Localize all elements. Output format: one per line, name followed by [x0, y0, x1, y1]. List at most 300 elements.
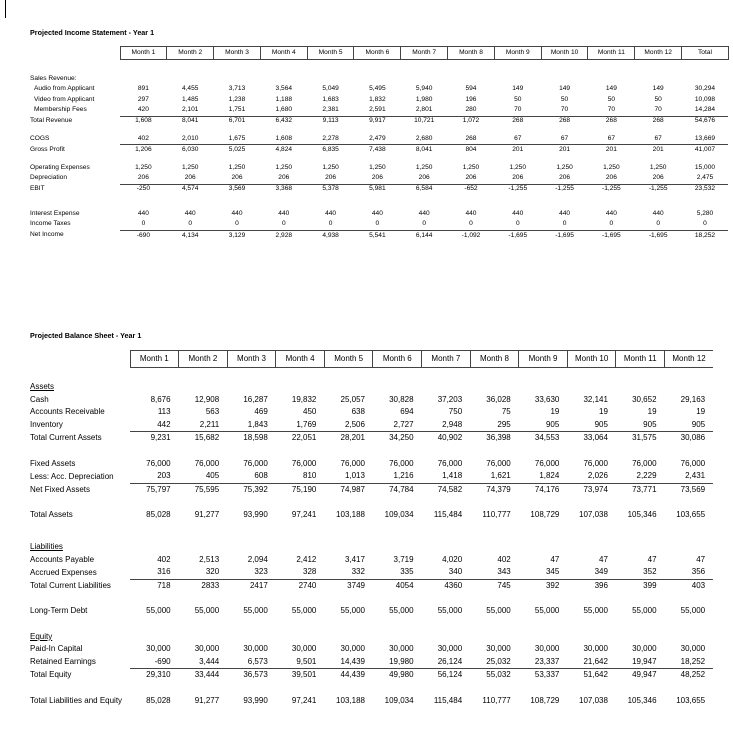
cell-value: 55,000: [194, 606, 220, 616]
cell-value: 2740: [276, 579, 325, 592]
spacer-row: [30, 368, 713, 375]
cell-value: 2,928: [260, 230, 307, 241]
cell-value: 1,843: [247, 419, 268, 429]
cell-value: 8,676: [150, 394, 171, 404]
cell-value: 74,987: [324, 483, 373, 496]
column-header: Month 1: [120, 47, 167, 60]
cell-value: 440: [559, 209, 571, 217]
cell-value: 9,501: [296, 656, 317, 666]
cell-value: 2,278: [322, 134, 339, 142]
column-header: Total: [682, 47, 729, 60]
cell-value: 2,513: [199, 554, 220, 564]
cell-value: 41,007: [682, 145, 729, 156]
row-label: Retained Earnings: [30, 657, 96, 666]
cell-value: 19: [696, 407, 706, 417]
cell-value: [541, 74, 588, 84]
spacer-cell: [30, 67, 728, 74]
table-row: [30, 605, 713, 618]
cell-value: [567, 631, 616, 644]
cell-value: [227, 381, 276, 394]
table-row: [30, 230, 728, 241]
cell-value: 2,094: [247, 554, 268, 564]
cell-value: 750: [448, 407, 463, 417]
cell-value: 33,630: [534, 394, 560, 404]
row-label: Video from Applicant: [34, 95, 95, 103]
cell-value: 1,824: [539, 471, 560, 481]
cell-value: 49,947: [616, 669, 665, 682]
cell-value: 1,250: [181, 163, 199, 171]
cell-value: 718: [130, 579, 179, 592]
cell-value: 15,000: [694, 163, 716, 171]
cell-value: [519, 541, 568, 554]
cell-value: [470, 541, 519, 554]
column-header: Month 10: [567, 351, 616, 368]
cell-value: -652: [448, 184, 495, 195]
cell-value: 76,000: [243, 458, 268, 468]
table-row: [30, 105, 728, 116]
cell-value: 594: [465, 85, 477, 93]
table-row: [30, 145, 728, 156]
spacer-cell: [30, 127, 728, 134]
cell-value: 804: [448, 145, 495, 156]
cell-value: 268: [465, 134, 477, 142]
row-label: Total Assets: [30, 510, 73, 520]
table-row: [30, 432, 713, 445]
cell-value: 2,010: [181, 134, 199, 142]
cell-value: 1,250: [415, 163, 433, 171]
cell-value: 149: [652, 85, 664, 93]
cell-value: 905: [545, 419, 560, 429]
column-header: Month 11: [588, 47, 635, 60]
cell-value: 206: [605, 174, 617, 182]
cell-value: 103,188: [336, 510, 365, 520]
cell-value: 2,026: [587, 471, 608, 481]
column-header: Month 5: [324, 351, 373, 368]
cell-value: 55,000: [146, 606, 171, 616]
cell-value: 399: [616, 579, 665, 592]
cell-value: 1,216: [393, 471, 414, 481]
cell-value: 76,000: [291, 458, 317, 468]
table-row: [30, 458, 713, 471]
cell-value: 2,506: [344, 419, 365, 429]
cell-value: 6,432: [260, 116, 307, 127]
income-statement-table: [30, 46, 729, 241]
cell-value: 25,057: [340, 394, 365, 404]
cell-value: 76,000: [194, 458, 220, 468]
cell-value: 75,392: [227, 483, 276, 496]
cell-value: 105,346: [627, 510, 657, 520]
cell-value: 5,025: [214, 145, 261, 156]
cell-value: 23,337: [534, 656, 560, 666]
cell-value: [567, 541, 616, 554]
cell-value: [519, 381, 568, 394]
cell-value: 29,310: [130, 669, 179, 682]
cell-value: 93,990: [243, 510, 268, 520]
cell-value: 440: [652, 209, 664, 217]
cell-value: 30,294: [694, 85, 716, 93]
cell-value: 37,203: [437, 394, 463, 404]
cell-value: 30,086: [665, 432, 714, 445]
cell-value: 15,682: [179, 432, 228, 445]
cell-value: [682, 74, 729, 84]
cell-value: 39,501: [276, 669, 325, 682]
row-label: Less: Acc. Depreciation: [30, 471, 114, 481]
cell-value: 0: [609, 220, 614, 228]
cell-value: 74,784: [373, 483, 422, 496]
column-header: Month 9: [519, 351, 568, 368]
cell-value: 206: [465, 174, 477, 182]
cell-value: 3,719: [393, 554, 414, 564]
cell-value: 0: [703, 220, 707, 228]
table-row: [30, 419, 713, 432]
cell-value: 2,381: [322, 106, 339, 114]
cell-value: 18,598: [227, 432, 276, 445]
row-label: Long-Term Debt: [30, 606, 88, 616]
cell-value: 55,000: [534, 606, 560, 616]
cell-value: 30,000: [291, 644, 317, 654]
cell-value: 6,573: [247, 656, 268, 666]
balance-sheet-title: Projected Balance Sheet - Year 1: [30, 331, 142, 340]
table-row: [30, 209, 728, 219]
cell-value: 28,201: [324, 432, 373, 445]
cell-value: 5,049: [322, 85, 339, 93]
row-label: Interest Expense: [30, 209, 80, 217]
cell-value: 29,163: [680, 394, 706, 404]
cell-value: 13,669: [694, 134, 716, 142]
cell-value: 1,250: [509, 163, 527, 171]
cell-value: 297: [137, 95, 149, 103]
cell-value: 50: [514, 95, 522, 103]
cell-value: 18,252: [682, 230, 729, 241]
table-row: [30, 509, 713, 522]
cell-value: 201: [541, 145, 588, 156]
table-row: [30, 566, 713, 579]
cell-value: 54,676: [682, 116, 729, 127]
cell-value: 402: [137, 134, 149, 142]
row-label: Cash: [30, 394, 49, 404]
cell-value: 0: [562, 220, 567, 228]
cell-value: 5,541: [354, 230, 401, 241]
table-row: [30, 406, 713, 419]
row-label: Accounts Payable: [30, 554, 95, 564]
cell-value: 201: [635, 145, 682, 156]
table-row: [30, 95, 728, 105]
cell-value: 30,000: [680, 644, 706, 654]
cell-value: 76,000: [437, 458, 463, 468]
text-cursor: [5, 0, 6, 18]
table-row: [30, 470, 713, 483]
cell-value: 4,020: [442, 554, 463, 564]
column-header: Month 12: [635, 47, 682, 60]
cell-value: 6,701: [214, 116, 261, 127]
cell-value: 103,655: [676, 510, 706, 520]
cell-value: 1,250: [556, 163, 573, 171]
cell-value: 2,211: [199, 419, 220, 429]
row-label: Total Liabilities and Equity: [30, 695, 123, 705]
cell-value: 34,250: [373, 432, 422, 445]
cell-value: 403: [665, 579, 714, 592]
cell-value: -690: [154, 656, 171, 666]
cell-value: 113: [157, 407, 171, 417]
cell-value: 30,000: [243, 644, 268, 654]
cell-value: 75: [501, 407, 511, 417]
cell-value: 4,134: [167, 230, 214, 241]
cell-value: 0: [281, 220, 286, 228]
cell-value: 1,250: [322, 163, 339, 171]
cell-value: 49,980: [373, 669, 422, 682]
row-label: Total Current Assets: [30, 433, 102, 442]
cell-value: 340: [448, 567, 463, 577]
row-label: Audio from Applicant: [34, 85, 95, 93]
cell-value: 1,250: [228, 163, 246, 171]
row-label: Inventory: [30, 420, 63, 429]
column-header: Month 6: [354, 47, 401, 60]
cell-value: 5,378: [307, 184, 354, 195]
cell-value: 26,124: [437, 656, 463, 666]
cell-value: 6,144: [401, 230, 448, 241]
cell-value: [422, 631, 471, 644]
cell-value: 5,981: [354, 184, 401, 195]
cell-value: 76,000: [583, 458, 608, 468]
table-row: [30, 219, 728, 230]
cell-value: 206: [325, 174, 337, 182]
cell-value: 67: [607, 134, 616, 142]
cell-value: 402: [157, 554, 171, 564]
cell-value: 440: [371, 209, 383, 217]
cell-value: [167, 74, 214, 84]
cell-value: [519, 631, 568, 644]
cell-value: 3749: [324, 579, 373, 592]
spacer-cell: [30, 156, 728, 163]
cell-value: 440: [605, 209, 617, 217]
table-row: [30, 394, 713, 407]
cell-value: 1,608: [120, 116, 167, 127]
cell-value: 30,000: [194, 644, 220, 654]
spacer-row: [30, 60, 728, 68]
column-header: Month 4: [276, 351, 325, 368]
cell-value: 12,908: [194, 394, 220, 404]
row-label: Income Taxes: [30, 220, 71, 228]
cell-value: -1,092: [448, 230, 495, 241]
cell-value: 405: [205, 471, 220, 481]
cell-value: 2,431: [685, 471, 706, 481]
cell-value: 10,721: [401, 116, 448, 127]
cell-value: 316: [157, 567, 171, 577]
cell-value: 107,038: [579, 695, 608, 705]
row-label: Depreciation: [30, 174, 68, 182]
cell-value: 67: [514, 134, 522, 142]
cell-value: 268: [635, 116, 682, 127]
column-header: Month 1: [130, 351, 179, 368]
cell-value: 206: [418, 174, 430, 182]
cell-value: 55,000: [583, 606, 608, 616]
cell-value: 0: [656, 220, 660, 228]
cell-value: 103,655: [676, 695, 706, 705]
column-header: Month 8: [470, 351, 519, 368]
cell-value: 30,000: [437, 644, 463, 654]
table-row: [30, 554, 713, 567]
cell-value: 55,032: [470, 669, 519, 682]
cell-value: -250: [120, 184, 167, 195]
cell-value: 76,000: [146, 458, 171, 468]
cell-value: 53,337: [519, 669, 568, 682]
cell-value: 268: [494, 116, 541, 127]
cell-value: [616, 541, 665, 554]
cell-value: 4,824: [260, 145, 307, 156]
cell-value: 55,000: [437, 606, 463, 616]
cell-value: 440: [465, 209, 477, 217]
cell-value: [260, 74, 307, 84]
row-label: Total Revenue: [30, 117, 73, 125]
cell-value: 3,417: [344, 554, 365, 564]
cell-value: 70: [654, 106, 662, 114]
cell-value: 7,438: [354, 145, 401, 156]
table-row: [30, 74, 728, 84]
cell-value: 73,771: [616, 483, 665, 496]
cell-value: 328: [303, 567, 317, 577]
cell-value: 891: [137, 85, 149, 93]
cell-value: [179, 541, 228, 554]
row-label: Liabilities: [30, 542, 63, 552]
cell-value: 1,980: [415, 95, 433, 103]
spacer-cell: [30, 368, 713, 375]
cell-value: 70: [560, 106, 569, 114]
cell-value: [227, 631, 276, 644]
column-header: Month 6: [373, 351, 422, 368]
column-header: Month 5: [307, 47, 354, 60]
cell-value: [130, 541, 179, 554]
cell-value: 30,000: [389, 644, 414, 654]
cell-value: 1,675: [228, 134, 246, 142]
table-row: [30, 173, 728, 184]
cell-value: [214, 74, 261, 84]
cell-value: 450: [303, 407, 317, 417]
cell-value: 36,028: [486, 394, 511, 404]
cell-value: 9,231: [130, 432, 179, 445]
cell-value: 905: [594, 419, 608, 429]
column-header: Month 2: [179, 351, 228, 368]
spacer-row: [30, 202, 728, 209]
cell-value: 91,277: [194, 695, 220, 705]
cell-value: 280: [465, 106, 477, 114]
spacer-row: [30, 195, 728, 202]
cell-value: 402: [497, 554, 511, 564]
cell-value: [470, 631, 519, 644]
cell-value: 6,835: [307, 145, 354, 156]
income-statement-header-row: [30, 47, 728, 60]
cell-value: 268: [541, 116, 588, 127]
cell-value: [324, 631, 373, 644]
cell-value: 19: [550, 407, 560, 417]
balance-sheet-table: [30, 350, 713, 707]
spacer-cell: [30, 202, 728, 209]
cell-value: 3,564: [275, 85, 293, 93]
cell-value: -1,695: [635, 230, 682, 241]
cell-value: [307, 74, 354, 84]
cell-value: 1,013: [344, 471, 365, 481]
cell-value: 442: [157, 419, 171, 429]
cell-value: 36,398: [470, 432, 519, 445]
cell-value: 75,595: [179, 483, 228, 496]
cell-value: 563: [205, 407, 220, 417]
cell-value: 76,000: [680, 458, 706, 468]
cell-value: [616, 631, 665, 644]
row-label: Net Fixed Assets: [30, 484, 91, 494]
cell-value: 2,479: [369, 134, 386, 142]
cell-value: [324, 541, 373, 554]
cell-value: [373, 381, 422, 394]
cell-value: 0: [375, 220, 380, 228]
cell-value: 6,584: [401, 184, 448, 195]
cell-value: 206: [512, 174, 524, 182]
cell-value: 50: [560, 95, 569, 103]
cell-value: 638: [351, 407, 365, 417]
cell-value: 55,000: [340, 606, 365, 616]
cell-value: 76,000: [340, 458, 365, 468]
cell-value: 196: [465, 95, 477, 103]
cell-value: 76,000: [534, 458, 560, 468]
column-header: Month 4: [260, 47, 307, 60]
cell-value: 9,917: [354, 116, 401, 127]
cell-value: 320: [205, 567, 220, 577]
cell-value: 0: [328, 220, 333, 228]
cell-value: 108,729: [530, 510, 560, 520]
cell-value: 206: [371, 174, 383, 182]
cell-value: 30,000: [146, 644, 171, 654]
cell-value: 5,495: [369, 85, 386, 93]
column-header: Month 11: [616, 351, 665, 368]
cell-value: 201: [588, 145, 635, 156]
cell-value: -1,695: [541, 230, 588, 241]
row-label: Accrued Expenses: [30, 567, 97, 577]
cell-value: 206: [652, 174, 664, 182]
cell-value: 16,287: [243, 394, 268, 404]
cell-value: 3,368: [260, 184, 307, 195]
cell-value: 3,713: [228, 85, 246, 93]
cell-value: 323: [254, 567, 268, 577]
table-row: [30, 643, 713, 656]
cell-value: 55,000: [291, 606, 317, 616]
cell-value: 349: [594, 567, 608, 577]
cell-value: 33,064: [567, 432, 616, 445]
cell-value: 1,072: [448, 116, 495, 127]
cell-value: 1,188: [275, 95, 293, 103]
cell-value: 1,418: [442, 471, 463, 481]
cell-value: 76,000: [486, 458, 511, 468]
row-label: Total Current Liabilities: [30, 580, 111, 590]
spacer-row: [30, 156, 728, 163]
cell-value: [276, 631, 325, 644]
cell-value: 1,238: [228, 95, 246, 103]
cell-value: 19,980: [389, 656, 414, 666]
cell-value: 30,000: [583, 644, 608, 654]
cell-value: [179, 381, 228, 394]
cell-value: 0: [235, 220, 239, 228]
cell-value: 67: [654, 134, 662, 142]
cell-value: 55,000: [243, 606, 268, 616]
cell-value: 75,190: [276, 483, 325, 496]
cell-value: 91,277: [194, 510, 220, 520]
column-header: Month 3: [214, 47, 261, 60]
income-statement-title: Projected Income Statement - Year 1: [30, 28, 155, 37]
cell-value: 345: [545, 567, 560, 577]
cell-value: 2,101: [181, 106, 199, 114]
cell-value: 74,582: [422, 483, 471, 496]
cell-value: 30,000: [340, 644, 365, 654]
row-label: Sales Revenue:: [30, 74, 77, 82]
cell-value: 73,974: [567, 483, 616, 496]
column-header: Month 9: [494, 47, 541, 60]
